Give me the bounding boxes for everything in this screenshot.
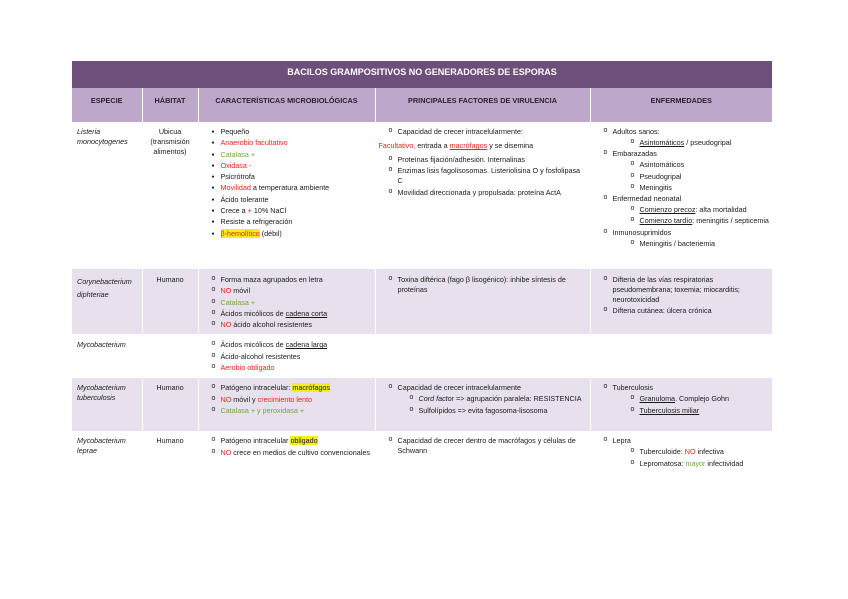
sub-list bbox=[398, 394, 587, 415]
list-item: ● Catalasa + bbox=[212, 150, 372, 160]
list-item: o Aerobio obligado bbox=[212, 363, 372, 373]
header-habitat: HÁBITAT bbox=[142, 88, 198, 122]
sub-list bbox=[613, 138, 770, 148]
list-item: o Tuberculosis miliar bbox=[631, 406, 770, 416]
disease-list bbox=[594, 127, 770, 249]
list-item: o Enfermedad neonatal o Comienzo precoz: alta mortalidad o Comienzo tardío: meningitis / septicemia bbox=[604, 194, 770, 226]
list-item: o Difteria cutánea: úlcera crónica bbox=[604, 306, 770, 316]
list-item: o Inmunosuprimidos o Meningitis / bacteriemia bbox=[604, 228, 770, 249]
sub-list bbox=[613, 160, 770, 193]
header-virulencia: PRINCIPALES FACTORES DE VIRULENCIA bbox=[375, 88, 590, 122]
bacilos-table bbox=[72, 61, 772, 475]
list-item: o Asintomáticos / pseudogripal bbox=[631, 138, 770, 148]
sub-list bbox=[613, 239, 770, 249]
list-item: o Forma maza agrupados en letra bbox=[212, 275, 372, 285]
list-item: o Meningitis / bacteriemia bbox=[631, 239, 770, 249]
list-item: o Tuberculoide: NO infectiva bbox=[631, 447, 770, 457]
virulence-cell bbox=[375, 334, 590, 378]
list-item: o Proteínas fijación/adhesión. Internalinas bbox=[389, 155, 587, 165]
virulence-list bbox=[379, 383, 587, 415]
virulence-list bbox=[379, 155, 587, 198]
list-item: o Granuloma. Complejo Gohn bbox=[631, 394, 770, 404]
characteristics-cell bbox=[198, 334, 375, 378]
characteristics-cell bbox=[198, 378, 375, 431]
list-item: o Capacidad de crecer intracelularmente: bbox=[389, 127, 587, 137]
list-item: o Catalasa + y peroxidasa + bbox=[212, 406, 372, 416]
list-item: o Ácidos micólicos de cadena larga bbox=[212, 340, 372, 350]
list-item: o Sulfolípidos => evita fagosoma-lisosoma bbox=[410, 406, 587, 416]
characteristics-cell bbox=[198, 269, 375, 334]
list-item: o Lepra o Tuberculoide: NO infectiva o Lepromatosa: mayor infectividad bbox=[604, 436, 770, 468]
list-item: o Capacidad de crecer dentro de macrófagos y células de Schwann bbox=[389, 436, 587, 456]
list-item: ● Oxidasa - bbox=[212, 161, 372, 171]
virulence-list bbox=[379, 436, 587, 456]
list-item: o Patógeno intracelular obligado bbox=[212, 436, 372, 446]
row-mycobacterium-tuberculosis bbox=[72, 378, 772, 431]
habitat-cell: Humano bbox=[142, 269, 198, 334]
list-item: o Toxina diftérica (fago β lisogénico): inhibe síntesis de proteínas bbox=[389, 275, 587, 295]
virulence-cell bbox=[375, 378, 590, 431]
list-item: o Asintomáticos bbox=[631, 160, 770, 170]
virulence-note: Facultativo, entrada a macrófagos y se disemina bbox=[378, 141, 534, 150]
list-item: o Movilidad direccionada y propulsada: proteína ActA bbox=[389, 188, 587, 198]
disease-cell bbox=[590, 269, 772, 334]
virulence-list bbox=[379, 127, 587, 137]
list-item: o Cord factor => agrupación paralela: RESISTENCIA bbox=[410, 394, 587, 404]
list-item: o Meningitis bbox=[631, 183, 770, 193]
disease-list bbox=[594, 436, 770, 468]
list-item: o Ácido-alcohol resistentes bbox=[212, 352, 372, 362]
sub-list bbox=[613, 394, 770, 415]
list-item: ● Ácido tolerante bbox=[212, 195, 372, 205]
sub-list bbox=[613, 205, 770, 226]
species-cell: Mycobacterium tuberculosis bbox=[72, 378, 142, 431]
list-item: o Enzimas lisis fagolisosomas. Listeriolisina O y fosfolipasa C bbox=[389, 166, 587, 186]
disease-list bbox=[594, 383, 770, 415]
virulence-list bbox=[379, 275, 587, 295]
habitat-cell bbox=[142, 334, 198, 378]
species-cell: Corynebacterium diphteriae bbox=[72, 269, 142, 334]
list-item: o Capacidad de crecer intracelularmente o Cord factor => agrupación paralela: RESISTENCIA o Sulfolípidos => evita fagosoma-lisosoma bbox=[389, 383, 587, 415]
virulence-cell bbox=[375, 122, 590, 269]
row-listeria bbox=[72, 122, 772, 269]
characteristics-cell bbox=[198, 122, 375, 269]
list-item: ● Psicrótrofa bbox=[212, 172, 372, 182]
list-item: o Pseudogripal bbox=[631, 172, 770, 182]
list-item: o NO móvil y crecimiento lento bbox=[212, 395, 372, 405]
list-item: ● Resiste a refrigeración bbox=[212, 217, 372, 227]
list-item: o Tuberculosis o Granuloma. Complejo Gohn o Tuberculosis miliar bbox=[604, 383, 770, 415]
characteristics-list bbox=[202, 383, 372, 416]
characteristics-list bbox=[202, 127, 372, 239]
list-item: o Lepromatosa: mayor infectividad bbox=[631, 459, 770, 469]
list-item: o Catalasa + bbox=[212, 298, 372, 308]
list-item: o Comienzo precoz: alta mortalidad bbox=[631, 205, 770, 215]
characteristics-list bbox=[202, 275, 372, 330]
list-item: o Difteria de las vías respiratorias pseudomembrana; toxemia; miocarditis; neurotoxicidad bbox=[604, 275, 770, 305]
habitat-cell: Humano bbox=[142, 378, 198, 431]
header-especie: ESPECIE bbox=[72, 88, 142, 122]
header-caracteristicas: CARACTERÍSTICAS MICROBIOLÓGICAS bbox=[198, 88, 375, 122]
list-item: o Ácidos micólicos de cadena corta bbox=[212, 309, 372, 319]
sub-list bbox=[613, 447, 770, 468]
header-enfermedades: ENFERMEDADES bbox=[590, 88, 772, 122]
row-corynebacterium bbox=[72, 269, 772, 334]
list-item: ● β-hemolítico (débil) bbox=[212, 229, 372, 239]
list-item: ● Movilidad a temperatura ambiente bbox=[212, 183, 372, 193]
list-item: ● Pequeño bbox=[212, 127, 372, 137]
characteristics-list bbox=[202, 340, 372, 373]
row-mycobacterium-leprae bbox=[72, 431, 772, 475]
disease-cell bbox=[590, 122, 772, 269]
disease-cell bbox=[590, 334, 772, 378]
disease-cell bbox=[590, 378, 772, 431]
list-item: ● Anaerobio facultativo bbox=[212, 138, 372, 148]
row-mycobacterium bbox=[72, 334, 772, 378]
habitat-cell: Ubicua (transmisión alimentos) bbox=[142, 122, 198, 269]
list-item: o NO móvil bbox=[212, 286, 372, 296]
virulence-cell bbox=[375, 269, 590, 334]
list-item: o NO crece en medios de cultivo convencionales bbox=[212, 448, 372, 458]
list-item: o Patógeno intracelular: macrófagos bbox=[212, 383, 372, 393]
list-item: o Embarazadas o Asintomáticos o Pseudogripal o Meningitis bbox=[604, 149, 770, 193]
disease-list bbox=[594, 275, 770, 316]
species-cell: Mycobacterium bbox=[77, 340, 126, 350]
list-item: o Adultos sanos: o Asintomáticos / pseudogripal bbox=[604, 127, 770, 148]
species-cell: Mycobacterium leprae bbox=[77, 436, 126, 456]
table-title: BACILOS GRAMPOSITIVOS NO GENERADORES DE ESPORAS bbox=[72, 61, 772, 88]
list-item: o NO ácido alcohol resistentes bbox=[212, 320, 372, 330]
species-cell: Listeria monocytogenes bbox=[77, 127, 128, 146]
list-item: ● Crece a + 10% NaCl bbox=[212, 206, 372, 216]
characteristics-cell bbox=[198, 431, 375, 475]
characteristics-list bbox=[202, 436, 372, 457]
virulence-cell bbox=[375, 431, 590, 475]
habitat-cell: Humano bbox=[142, 431, 198, 475]
disease-cell bbox=[590, 431, 772, 475]
list-item: o Comienzo tardío: meningitis / septicemia bbox=[631, 216, 770, 226]
